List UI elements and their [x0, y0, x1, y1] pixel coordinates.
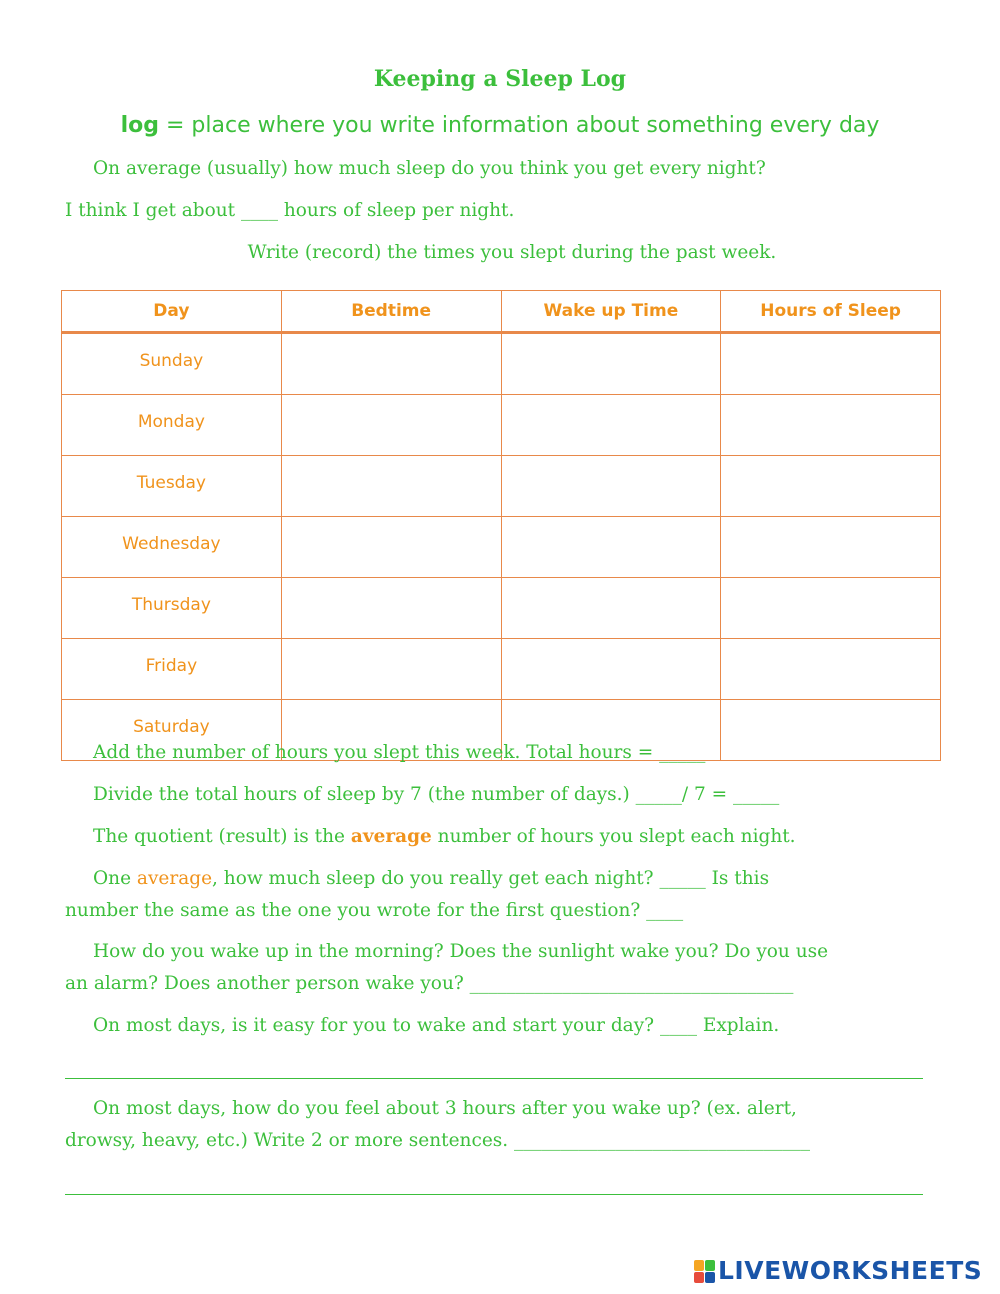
easy-question: On most days, is it easy for you to wake and start your day? ____ Explain.	[93, 1015, 780, 1036]
wake-up-cell[interactable]	[501, 578, 721, 639]
quotient-line	[93, 826, 796, 847]
table-row	[62, 333, 941, 395]
avg-before: One	[93, 868, 137, 889]
day-cell: Tuesday	[62, 456, 282, 517]
question-average-guess: On average (usually) how much sleep do you think you get every night?	[93, 158, 766, 179]
definition-term: log	[120, 113, 159, 138]
bedtime-cell[interactable]	[281, 639, 501, 700]
instruction: Write (record) the times you slept during the past week.	[247, 242, 777, 263]
table-row	[62, 456, 941, 517]
hours-cell[interactable]	[721, 517, 941, 578]
definition	[0, 113, 1000, 138]
hours-cell[interactable]	[721, 456, 941, 517]
wake-up-cell[interactable]	[501, 517, 721, 578]
answer-line-easy[interactable]	[65, 1078, 923, 1079]
quotient-after: number of hours you slept each night.	[431, 826, 796, 847]
table-row	[62, 578, 941, 639]
table-header-row	[62, 291, 941, 333]
day-cell: Monday	[62, 395, 282, 456]
hours-cell[interactable]	[721, 700, 941, 761]
day-cell: Sunday	[62, 333, 282, 395]
header-hours-of-sleep: Hours of Sleep	[721, 291, 941, 333]
table-row	[62, 517, 941, 578]
page-title: Keeping a Sleep Log	[373, 66, 627, 92]
wake-up-cell[interactable]	[501, 333, 721, 395]
day-cell: Friday	[62, 639, 282, 700]
wake-question-line1: How do you wake up in the morning? Does the sunlight wake you? Do you use	[93, 941, 829, 962]
brand-blocks-icon	[694, 1260, 714, 1282]
average-question-line2: number the same as the one you wrote for the first question? ____	[65, 900, 684, 921]
total-hours-line: Add the number of hours you slept this week. Total hours = _____	[93, 742, 706, 763]
hours-cell[interactable]	[721, 333, 941, 395]
divide-line: Divide the total hours of sleep by 7 (the number of days.) _____/ 7 = _____	[93, 784, 780, 805]
sleep-log-table	[61, 290, 941, 761]
day-cell: Saturday	[62, 700, 282, 761]
feel-question-line1: On most days, how do you feel about 3 hours after you wake up? (ex. alert,	[93, 1098, 797, 1119]
definition-text: = place where you write information about something every day	[159, 113, 880, 138]
bedtime-cell[interactable]	[281, 456, 501, 517]
wake-up-cell[interactable]	[501, 456, 721, 517]
answer-line-feel[interactable]	[65, 1194, 923, 1195]
table-row	[62, 395, 941, 456]
avg-highlight: average	[136, 868, 213, 889]
bedtime-cell[interactable]	[281, 578, 501, 639]
answer-average-guess: I think I get about ____ hours of sleep per night.	[65, 200, 515, 221]
wake-question-line2: an alarm? Does another person wake you? ___________________________________	[65, 973, 794, 994]
hours-cell[interactable]	[721, 578, 941, 639]
bedtime-cell[interactable]	[281, 333, 501, 395]
hours-cell[interactable]	[721, 639, 941, 700]
quotient-before: The quotient (result) is the	[93, 826, 351, 847]
day-cell: Wednesday	[62, 517, 282, 578]
brand-name: LIVEWORKSHEETS	[718, 1256, 983, 1285]
bedtime-cell[interactable]	[281, 395, 501, 456]
table-row	[62, 639, 941, 700]
hours-cell[interactable]	[721, 395, 941, 456]
day-cell: Thursday	[62, 578, 282, 639]
quotient-highlight: average	[350, 826, 432, 847]
header-bedtime: Bedtime	[281, 291, 501, 333]
feel-question-line2: drowsy, heavy, etc.) Write 2 or more sentences. ________________________________	[65, 1130, 811, 1151]
average-question-line1	[93, 868, 769, 889]
wake-up-cell[interactable]	[501, 395, 721, 456]
header-day: Day	[62, 291, 282, 333]
header-wake-up-time: Wake up Time	[501, 291, 721, 333]
bedtime-cell[interactable]	[281, 517, 501, 578]
wake-up-cell[interactable]	[501, 639, 721, 700]
avg-after: , how much sleep do you really get each night? _____ Is this	[212, 868, 770, 889]
liveworksheets-logo	[694, 1256, 982, 1285]
